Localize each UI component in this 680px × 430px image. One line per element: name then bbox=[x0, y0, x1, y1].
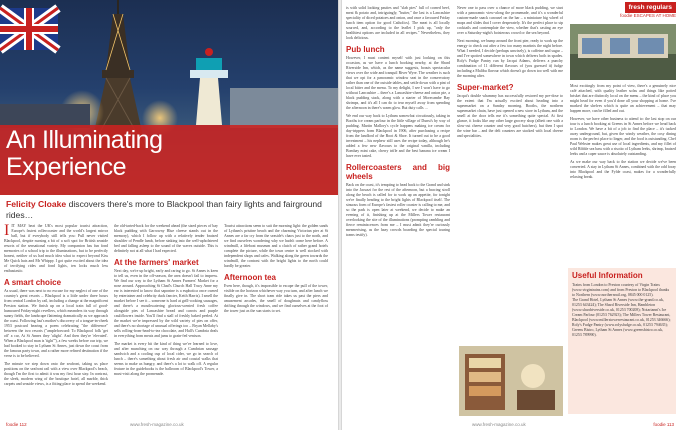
headline-line-1: An Illuminating bbox=[6, 126, 163, 154]
union-jack-flag bbox=[0, 8, 58, 50]
paragraph: Back on the coast, it's tempting to head back to the Grand and sink into the Jacuzzi for the rest of the afternoon, but a bracing stroll along the beach is called for to work up an appetite, for tonight we're finally heading to the bright lights of Blackpool itself. The sinuous form of Europe's fastest roller coaster is calling to me, and so the park is open later at weekend, we decide to make an evening of it, finishing up at the Millers Tower restaurant overlooking the site of the illuminations (prompting rambling and fierce reminiscences from me – I must admit they're curiously mesmerising, as the hazy crowds boarding the special touring trams testify). bbox=[346, 183, 450, 237]
paragraph: However, I must content myself with just looking on this occasion, as we have a lunch booking nearby, at the Shard Riverside Inn, which, as the name suggests, boasts spectacular views over the wide and tranquil River Wyre. The weather is such that we opt for a panoramic window seat in the conservatory rather than one of the outside tables, and settle down with a pint of local bitter and the menu. To my delight, I see I won't have to go without Lancashire – there's a Lancashire-cheese and onion pie, a black pudding stack, along with a starter of Morecambe Bay shrimps, and it's all I can do to tear myself away from spending the afternoon in there's warm glow. But duty calls … bbox=[346, 56, 450, 110]
paragraph: The market is every bit the kind of thing we've learned to love, and after munching on our way through a Cumbrian sausage sandwich and a cooling cup of local cider, we go in search of lunch – there's something about fresh air and coastal walks that seems to make us hungry, and there's a lot to walk off. A regular feature in the guidebooks is the ballroom of Blackpool's Tower, a must-visit along the promenade. bbox=[114, 342, 218, 376]
section-subtag: foodie ESCAPES AT HOME bbox=[620, 13, 676, 18]
paragraph: the old-tarted-back for the weekend ahead (the sized pieces of bay black pudding with Garrowny Blue cheese stands out in the memory), which I follow up with a relatively tender braised shoulder of Pendle lamb, before sinking into the well-upholstered bed and falling asleep to the sound of the waves outside. This is definitely not at all what I had expected. bbox=[114, 224, 218, 253]
right-column-3 bbox=[570, 84, 676, 264]
right-page bbox=[342, 0, 680, 430]
left-page bbox=[0, 0, 338, 430]
subheading: Super-market? bbox=[457, 83, 514, 92]
blackpool-tower-photo bbox=[0, 0, 338, 195]
page-number: foodie 112 bbox=[6, 422, 27, 427]
folio-right-url: www.fresh-magazine.co.uk bbox=[472, 422, 526, 427]
left-column-2 bbox=[114, 224, 218, 419]
standfirst-author: Felicity Cloake bbox=[6, 199, 67, 209]
subheading: Pub lunch bbox=[346, 45, 385, 54]
useful-paragraph: The Grand Hotel, Lytham St Annes (www.the-grand.co.uk, 01253 643424); The Shard Riverside Inn, Hambleton (www.shardriverside.co.uk, 01253 700208); Notarianni's Ice Cream Parlour (01253 762923); The Millers Tower Restaurant, Blackpool (www.millerstowerrestaurant.co.uk, 01253 346666); Roly's Fudge Pantry (www.rolysfudge.co.uk, 01253 794635); Greens Bistro, Lytham St Annes (www.greensbistro.co.uk, 01253 789990). bbox=[572, 298, 671, 337]
left-column-3 bbox=[224, 224, 328, 419]
illuminated-tower bbox=[190, 48, 228, 125]
subheading: Rollercoasters and big wheels bbox=[346, 163, 450, 181]
section-tag: fresh regulars bbox=[625, 2, 676, 13]
paragraph: Even here, though, it's impossible to escape the pull of the tower, visible on the horizon whichever way you turn, and after lunch we finally give in. The short tram ride takes us past the piers and amusement arcades, the smell of doughnuts and candyfloss drifting through the windows, and we find ourselves at the foot of the tower just as the sun starts to set. bbox=[224, 284, 328, 313]
paragraph: Jacqui's double whammy has successfully restored my pre-dose to the extent that I'm actually excited about heading into a supermarket on a Sunday morning. Booths, the northern supermarket chain, have just opened a new store in Lytham, and the smell at the door tells me it's something quite special. At first glance, it looks like any other large grocery shop (albeit one with a slow-cut cheese counter and very good butchers), but then I spot the wine bar – and the deli counters are stacked with local cheese and specialities. bbox=[457, 94, 563, 138]
subheading: A smart choice bbox=[4, 278, 62, 287]
paragraph: IT MAY beat the UK's most popular tourist attraction, Europe's fastest rollercoaster and the world's largest mirror ball, but if everybody still tells you: Pull never visited Blackpool, despite nursing a bit of a soft spot for British seaside resorts of the sensational variety. My companion has fun fond memories of a school trip to the illuminations, but to be perfectly honest, neither of us had much idea what to expect beyond Kiss Me Quick hats and Mr Whippy. I got quite excited about the idea of terrifying rides and fond lights, ten locks much less enthusiastic. bbox=[4, 224, 108, 273]
supermarket-illustration bbox=[570, 24, 676, 80]
paragraph: We end our way back to Lytham somewhat circuitously, taking in Booths ice cream parlour in the little village of Dunst's by way of pudding. Martin Mallory's cycle happens making ice cream for day-trippers form Blackpool in 1906, after purchasing a recipe from the landlord of the Boot & Shoe. It turned out to be a good investment – his nephew still uses the recipe today, although he's added a few new flavours to the original vanilla, including Bombay mint cake, cherry trifle and the best banana ice cream I have ever tasted. bbox=[346, 114, 450, 158]
paragraph: is with solid looking pasties and "slab pies" full of corned beef, meat & potato and, intriguingly, "butter," the last is a Lancashire speciality of diced potatoes and onion, and once a favoured Friday lunch item option for good Catholics). The meat is all locally sourced, and, according to the leaflet I pick up, "only the healthiest options are included in all recipes." Nevertheless, they look delicious. bbox=[346, 6, 450, 40]
right-column-2 bbox=[457, 6, 563, 342]
standfirst-text: discovers there's more to Blackpool than fairy lights and fairground rides… bbox=[6, 199, 322, 220]
right-column-1 bbox=[346, 6, 450, 416]
paragraph: The minute we step down onto the seafront, taking us place positions on the seafront rail with a view over Blackpool's beach, though I'm the first to admit it was my first hour stay. In contrast, the sleek, modern wing of the boutique hotel, all marble, thick carpets and seaside views, is a fitting place to spend the weekend. bbox=[4, 362, 108, 386]
paragraph: Next morning, we bump around the front pier, ready to work up the energy to check out after a few too many martinis the night before. What I needed, I decide (perhaps unwisely), is caffeine and sugar – and I've spotted somewhere in town which delivers both in spades. Roly's Fudge Pantry run by Jacqui Adams, delivers a punchy combination of 11 different flavours of (you guessed it) fudge including a Malibu flavour which doesn't go down too well with me the morning after. bbox=[457, 39, 563, 78]
shop-illustration bbox=[459, 346, 563, 416]
left-column-1 bbox=[4, 224, 108, 419]
paragraph: Next day, we're up bright, early and raring to go. St Annes is keen to tell us, even in the off-season, the area doesn't fail to impress. We find our way to the Lytham St Annes Farmers' Market for a nose around. Approaching St Chad's Church Hall Tracy Anne my ear is interested to know that saponine is a euphotica once owned by entertainer and celebrity duck fancier, Keith Harris). I smell the market before I see it – someone is hard at grill-cooking sausages, and there's a mouthwatering glorious-scented fresh coffee alongside pies of Lancashire bread and carrots and purple cauliflowers inside. You'll find a stall of freshly baked peeled. At the market we're impressed by the wild variety of pies on offer, and there's no shortage of unusual offerings too – Bryan Mellaby's sells rolling-from-head-to-tea chocolate, and Hall's Cumbria deals in everything from meats and jams to grain-fed venison. bbox=[114, 269, 218, 338]
paragraph: As usual, there was next to no excuse for my neglect of one of the country's great resorts – Blackpool is a little under three hours from central London by rail, including a change at the magnificent Preston station. We finish up on a local train full of good-humoured Friday-night revellers, which meanders its way through sunny fields, the landscape flattening dramatically as we approach the coast. Following last's mother's discovery of a tongue-in-cheek 1953 postcard bearing a poem celebrating "the difference" between the two resorts ("ampleforward: To Blackpool folk 'get off' a car, At St Annes they 'alight'. And then they're 'elevated'. When a Blackpool man is 'tight'"), a few weeks before our trip, we had booked to stay in Lytham St Annes, just down the coast from the famous party town, and a rather more refined destination if the verse is to be believed. bbox=[4, 289, 108, 358]
paragraph: Tourist attractions seem to suit the morning light: the golden sands of Lytham's pristine beach and the charming Victorian pier at St Annes are a far cry from the seaside's chaos just to the north, and we find ourselves wondering why we hadn't come here before. A windmill, a lifeboat museum and a clutch of rather grand hotels complete the picture, while the town centre is well stocked with independent shops and cafes. Walking along the green towards the windmill, the contrast with the bright lights to the north could hardly be greater. bbox=[224, 224, 328, 268]
paragraph: Never one to pass over a chance of more black pudding, we start with a panoramic view-along the promenade, and it's a wonderful custom-made snack carousel on the bar – a miniature big wheel of maps and slides that I cover desperately. It's the perfect place to sip cocktails and contemplate the view, whether that's casting an eye over a Saturday-night's boisterous crowd or the sea beyond. bbox=[457, 6, 563, 35]
folio-left-url: www.fresh-magazine.co.uk bbox=[130, 422, 184, 427]
drop-cap: I bbox=[4, 224, 10, 239]
useful-information-box bbox=[568, 268, 676, 414]
folio-right: foodie 113 bbox=[653, 422, 674, 427]
supermarket-photo bbox=[570, 24, 676, 80]
folio-left bbox=[6, 422, 27, 427]
paragraph: Most excitingly from my point of view, there's a genuinely nice café attached, with quality leather sofas and things like potted brisket that are distinctly local on the menu – the kind of place you might head for even if you'd done all your shopping at home. I've marked the shelves which is quite an achievement – that may happen more, can be filled and out. bbox=[570, 84, 676, 113]
subheading: At the farmers' market bbox=[114, 258, 199, 267]
headline-line-2: Experience bbox=[6, 153, 127, 181]
standfirst bbox=[6, 199, 332, 220]
subheading: Afternoon tea bbox=[224, 273, 276, 282]
useful-heading: Useful Information bbox=[572, 271, 643, 280]
useful-paragraph: Trains from London to Preston courtesy of Virgin Trains (www.virgintrains.com) and from Preston to Blackpool thanks to Northern (www.northernrail.org, 0845 000 0125). bbox=[572, 283, 670, 297]
paragraph: However, we have other business to attend to: the last stop on our tour is a lunch booking at Greens in St Annes before we head back to London. We have a bit of a job to find the place – it's tucked away underground, but, given the windy weather, the cosy dining room is the perfect place to linger, and the food is outstanding. Chef Paul Webster makes great use of local ingredients, and my fillet of wild Ribble sea bass with a risotto of Lytham leeks, shrimp, braised leeks and a caper sauce is absolutely outstanding. bbox=[570, 117, 676, 156]
paragraph: As we make our way back to the station we decide we've been converted. A stay in Lytham St Annes, combined with the odd foray into Blackpool and the Fylde coast, makes for a wonderfully relaxing break. bbox=[570, 160, 676, 179]
shop-interior-photo bbox=[459, 346, 563, 416]
headline bbox=[6, 127, 162, 181]
